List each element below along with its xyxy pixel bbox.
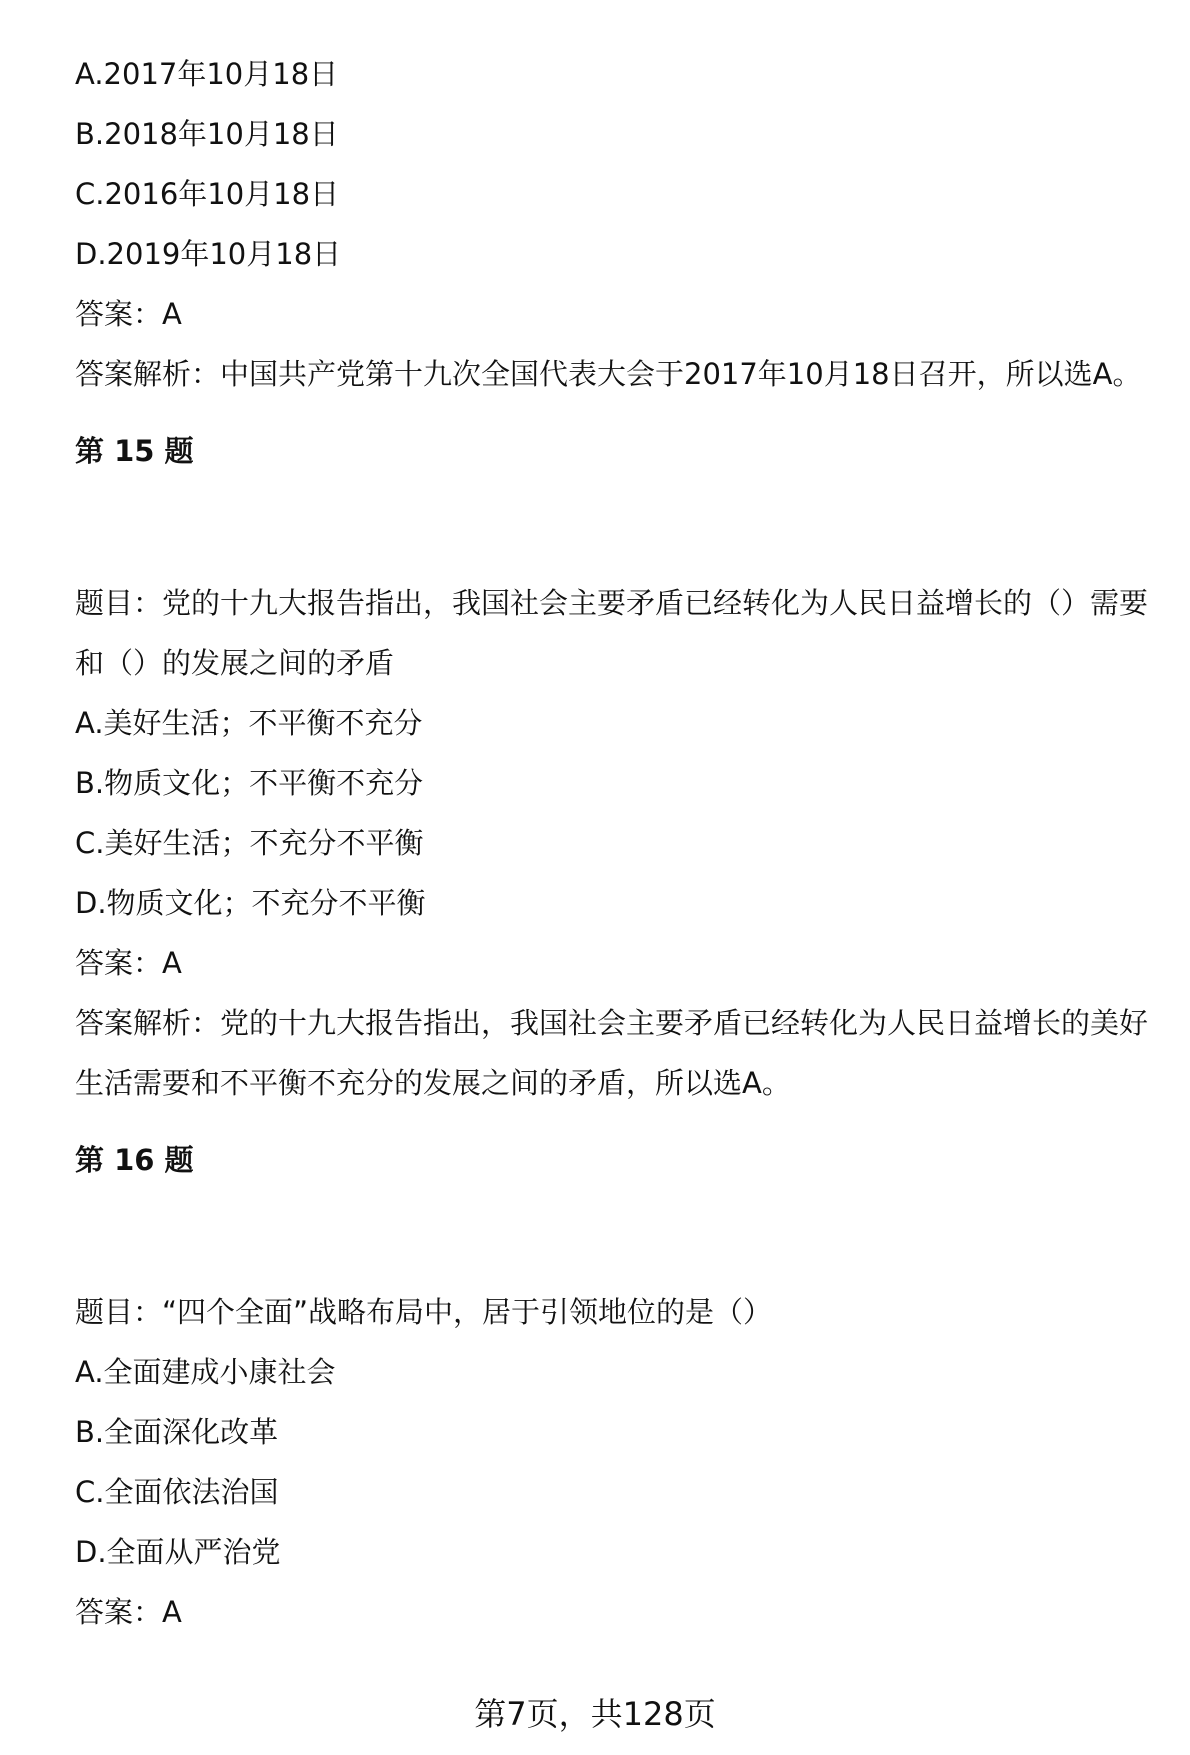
option-c: C.美好生活；不充分不平衡 bbox=[75, 826, 424, 860]
option-d: D.全面从严治党 bbox=[75, 1535, 281, 1569]
option-c: C.2016年10月18日 bbox=[75, 177, 340, 211]
option-a: A.全面建成小康社会 bbox=[75, 1355, 336, 1389]
page-number-footer: 第7页，共128页 bbox=[474, 1695, 716, 1733]
answer-analysis: 答案解析：党的十九大报告指出，我国社会主要矛盾已经转化为人民日益增长的美好生活需要和不平衡不充分的发展之间的矛盾，所以选A。 bbox=[75, 1006, 1149, 1100]
question-text: 题目：党的十九大报告指出，我国社会主要矛盾已经转化为人民日益增长的（）需要和（）的发展之间的矛盾 bbox=[75, 586, 1149, 680]
answer: 答案：A bbox=[75, 946, 182, 980]
answer: 答案：A bbox=[75, 1595, 182, 1629]
option-a: A.美好生活；不平衡不充分 bbox=[75, 706, 423, 740]
question-heading: 第 16 题 bbox=[75, 1143, 194, 1177]
question-heading: 第 15 题 bbox=[75, 434, 194, 468]
question-text: 题目：“四个全面”战略布局中，居于引领地位的是（） bbox=[75, 1295, 773, 1329]
option-d: D.2019年10月18日 bbox=[75, 237, 342, 271]
option-c: C.全面依法治国 bbox=[75, 1475, 279, 1509]
answer-analysis: 答案解析：中国共产党第十九次全国代表大会于2017年10月18日召开，所以选A。 bbox=[75, 357, 1142, 391]
option-b: B.全面深化改革 bbox=[75, 1415, 279, 1449]
option-b: B.物质文化；不平衡不充分 bbox=[75, 766, 424, 800]
option-b: B.2018年10月18日 bbox=[75, 117, 339, 151]
spacer bbox=[75, 1190, 1155, 1282]
spacer bbox=[75, 481, 1155, 573]
option-d: D.物质文化；不充分不平衡 bbox=[75, 886, 426, 920]
option-a: A.2017年10月18日 bbox=[75, 57, 339, 91]
answer: 答案：A bbox=[75, 297, 182, 331]
page-content bbox=[75, 44, 1155, 1642]
